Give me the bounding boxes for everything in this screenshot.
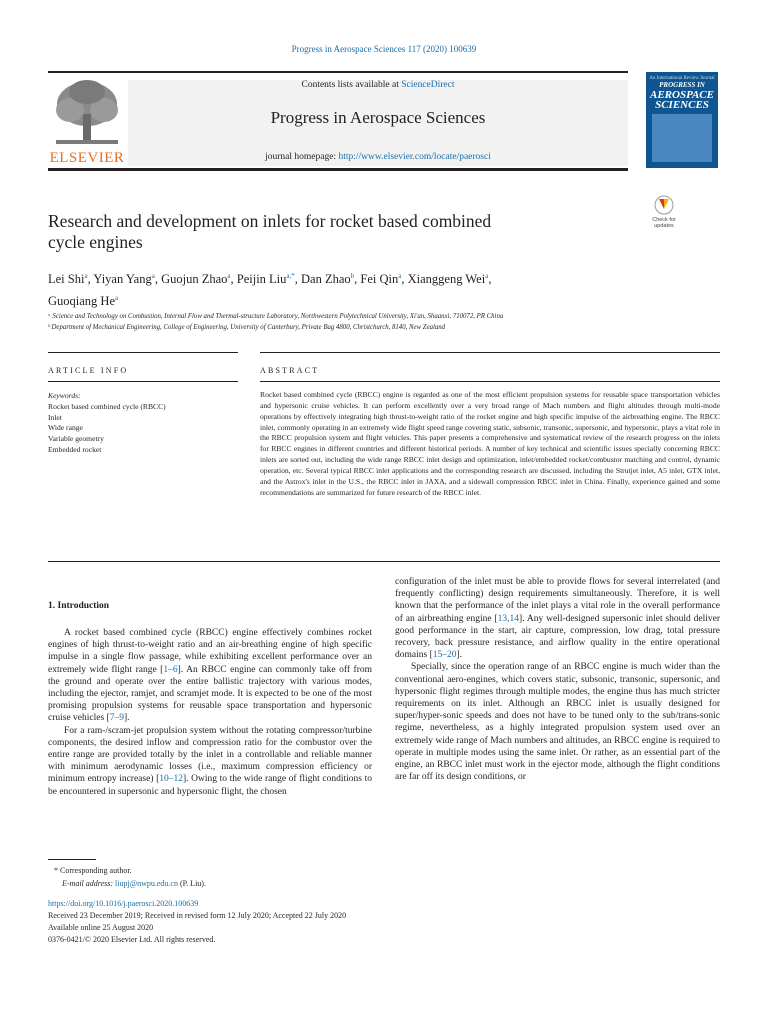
intro-right-column: [395, 576, 720, 783]
check-updates-line1: Check for: [652, 217, 676, 223]
footnote-rule: [48, 859, 96, 860]
check-for-updates-button[interactable]: [647, 195, 681, 231]
citation-link[interactable]: 1–6: [163, 664, 178, 675]
section-heading-introduction: 1. Introduction: [48, 601, 110, 611]
citation-link[interactable]: 10–12: [159, 774, 184, 785]
author-affiliation-mark[interactable]: a: [115, 294, 119, 303]
intro-paragraph: For a ram-/scram-jet propulsion system without the rotating compressor/turbine components, the desired inflow and compression ratio for the combustor over the entire range are provided totally by the inlet in a controllable and reliable manner with minimum aerodynamic losses (i.e., maximum compression efficiency or minimum entropy increase) [10–12]. Owing to the wide range of flight conditions to be encountered in supersonic and hypersonic flight, the chosen: [48, 725, 372, 797]
cover-artwork: [652, 114, 712, 162]
author-affiliation-mark[interactable]: a: [151, 272, 155, 280]
doi-link[interactable]: https://doi.org/10.1016/j.paerosci.2020.100639: [48, 899, 199, 908]
abstract-text: Rocket based combined cycle (RBCC) engine is regarded as one of the most efficient propulsion systems for reusable space transportation vehicles and hypersonic cruise vehicles. It can perform excellently over a very broad range of Mach numbers and flight altitudes through multi-mode operations by effectively integrating high thrust-to-weight ratio of the rocket engine and high specific impulse of the airbreathing engine. The RBCC inlet, commonly operating in an extremely wide flight speed range covering static, subsonic, transonic, supersonic, and hypersonic, plays a vital role in the RBCC propulsion system and flight vehicles. This paper presents a comprehensive and systematical review of the research progress on the inlets for RBCC engines in different countries and different historical periods. A number of key technical and scientific issues specially concerning RBCC inlets are sorted out, including the wide range RBCC inlet design and optimization, inlet/embedded rocket/combustor matching and control, dynamic operation, etc. Several typical RBCC inlet applications and the corresponding research are discussed, including the Strutjet inlet, A5 inlet, GTX inlet, and the Astrox's inlet in the U.S., the RBCC inlet in JAXA, and a sidewall compression RBCC inlet in China. Finally, experience gained and some recommendations are summarized for future research of the RBCC inlet.: [260, 390, 720, 497]
abstract-rule: [260, 352, 720, 353]
article-info-rule: [48, 352, 238, 353]
cover-title-line2: AEROSPACE: [650, 89, 714, 101]
received-dates: Received 23 December 2019; Received in revised form 12 July 2020; Accepted 22 July 2020: [48, 911, 347, 920]
citation-link[interactable]: 15–20: [432, 650, 457, 661]
author-name[interactable]: Peijin Liu: [236, 272, 287, 287]
contents-line: Contents lists available at ScienceDirect: [301, 80, 455, 90]
sciencedirect-link[interactable]: ScienceDirect: [401, 80, 455, 90]
corresponding-author-note: * Corresponding author.: [54, 866, 132, 875]
article-info-heading: ARTICLE INFO: [48, 366, 129, 375]
keywords-label: Keywords:: [48, 391, 81, 400]
author-name[interactable]: Guoqiang He: [48, 294, 115, 309]
journal-homepage-line: journal homepage: http://www.elsevier.com/locate/paerosci: [265, 152, 491, 162]
keyword-item: Inlet: [48, 412, 62, 422]
elsevier-wordmark: ELSEVIER: [49, 150, 125, 166]
author-affiliation-mark[interactable]: a: [227, 272, 231, 280]
author-name[interactable]: Yiyan Yang: [93, 272, 152, 287]
keyword-item: Wide range: [48, 423, 83, 433]
author-name[interactable]: Guojun Zhao: [161, 272, 228, 287]
author-name[interactable]: Dan Zhao: [301, 272, 351, 287]
affiliation-a: ᵃ Science and Technology on Combustion, Internal Flow and Thermal-structure Laboratory, Northwestern Polytechnical University, Xi'an, Shaanxi, 710072, PR China: [48, 313, 504, 320]
header-top-rule: [48, 71, 628, 73]
author-affiliation-mark[interactable]: a: [398, 272, 402, 280]
header-bottom-rule: [48, 168, 628, 171]
available-online-date: Available online 25 August 2020: [48, 923, 154, 932]
abstract-heading: ABSTRACT: [260, 366, 320, 375]
cover-title-line1: PROGRESS IN: [659, 81, 705, 89]
article-title-line1: Research and development on inlets for rocket based combined: [48, 211, 492, 231]
author-name[interactable]: Lei Shi: [48, 272, 85, 287]
intro-paragraph: configuration of the inlet must be able to provide flows for several interrelated (and frequently conflicting) design requirements simultaneously. Therefore, it is well known that the performance of the inlet plays a vital role in the overall performance of an airbreathing engine [13,14]. Any well-designed supersonic inlet should deliver good performance in the start, air capture, compression, low drag, total pressure recovery, back pressure resistance, and airflow quality in the entire operational domains [15–20].: [395, 577, 720, 661]
journal-homepage-link[interactable]: http://www.elsevier.com/locate/paerosci: [338, 152, 491, 162]
article-title: [48, 211, 608, 253]
author-affiliation-mark[interactable]: a,*: [286, 272, 295, 280]
check-for-updates-icon: [654, 195, 674, 215]
article-info-heading-rule: [48, 381, 238, 382]
keywords-block: [48, 391, 238, 456]
keyword-item: Variable geometry: [48, 434, 104, 444]
copyright-notice: 0376-0421/© 2020 Elsevier Ltd. All rights reserved.: [48, 935, 216, 944]
intro-left-column: [48, 627, 372, 798]
keyword-item: Rocket based combined cycle (RBCC): [48, 401, 166, 411]
abstract-bottom-rule: [48, 561, 720, 562]
abstract-heading-rule: [260, 381, 720, 382]
journal-citation[interactable]: Progress in Aerospace Sciences 117 (2020) 100639: [291, 44, 477, 54]
author-affiliation-mark[interactable]: a: [84, 272, 88, 280]
intro-paragraph: A rocket based combined cycle (RBCC) engine effectively combines rocket engines of high thrust-to-weight ratio and an air-breathing engine of high specific impulse in a single flow passage, while exhibiting excellent performance over an extremely wide flight range [1–6]. An RBCC engine can commonly take off from the ground and operate over the entire ballistic trajectory with various modes, including the ejector, ramjet, and scramjet mode. It is expected to be one of the most promising propulsion systems for reusable space transportation and hypersonic cruise vehicles [7–9].: [48, 628, 372, 724]
affiliation-b: ᵇ Department of Mechanical Engineering, College of Engineering, University of Canterbury, Private Bag 4800, Christchurch, 8140, New Zealand: [48, 324, 446, 331]
author-list: Lei Shi$^a$, Yiyan Yang$^a$, Guojun Zhao$^a$, Peijin Liu$^{a,*}$, Dan Zhao$^b$, Fei Qin$^a$, Xianggeng Wei$^a$, Guoqiang He$^a$: [48, 272, 492, 309]
citation-link[interactable]: 13,14: [497, 613, 520, 624]
keyword-item: Embedded rocket: [48, 444, 102, 454]
journal-cover-image: [646, 72, 718, 168]
citation-link[interactable]: 7–9: [109, 713, 124, 724]
journal-name: Progress in Aerospace Sciences: [270, 108, 486, 127]
cover-title: [646, 80, 718, 110]
author-name[interactable]: Fei Qin: [360, 272, 399, 287]
author-name[interactable]: Xianggeng Wei: [407, 272, 486, 287]
check-updates-line2: updates: [654, 223, 674, 229]
email-line: E-mail address: liupj@nwpu.edu.cn (P. Liu).: [62, 879, 206, 888]
author-affiliation-mark[interactable]: a: [485, 272, 489, 280]
cover-subtitle: An International Review Journal: [649, 76, 715, 81]
cover-title-line3: SCIENCES: [655, 99, 709, 111]
intro-paragraph: Specially, since the operation range of an RBCC engine is much wider than the conventional aero-engines, which covers static, subsonic, transonic, supersonic, and hypersonic flight regimes through multiple modes, the engine thus has much stricter requirements on its inlet. Although an RBCC inlet is usually designed for super/hyper-sonic speeds and does not have to be tuned only to the sub/trans-sonic regime, nevertheless, as a highly integrated propulsion system used over an extremely wide range of Mach numbers and altitudes, an RBCC engine is required to operate in multiple modes using the same inlet. Or rather, as an essential part of the engine, an RBCC inlet must work in the ejector mode, although the flight conditions are far off its design conditions, or: [395, 662, 720, 783]
email-link[interactable]: liupj@nwpu.edu.cn: [115, 879, 178, 888]
author-affiliation-mark[interactable]: b: [350, 272, 355, 280]
article-title-line2: cycle engines: [48, 232, 143, 252]
